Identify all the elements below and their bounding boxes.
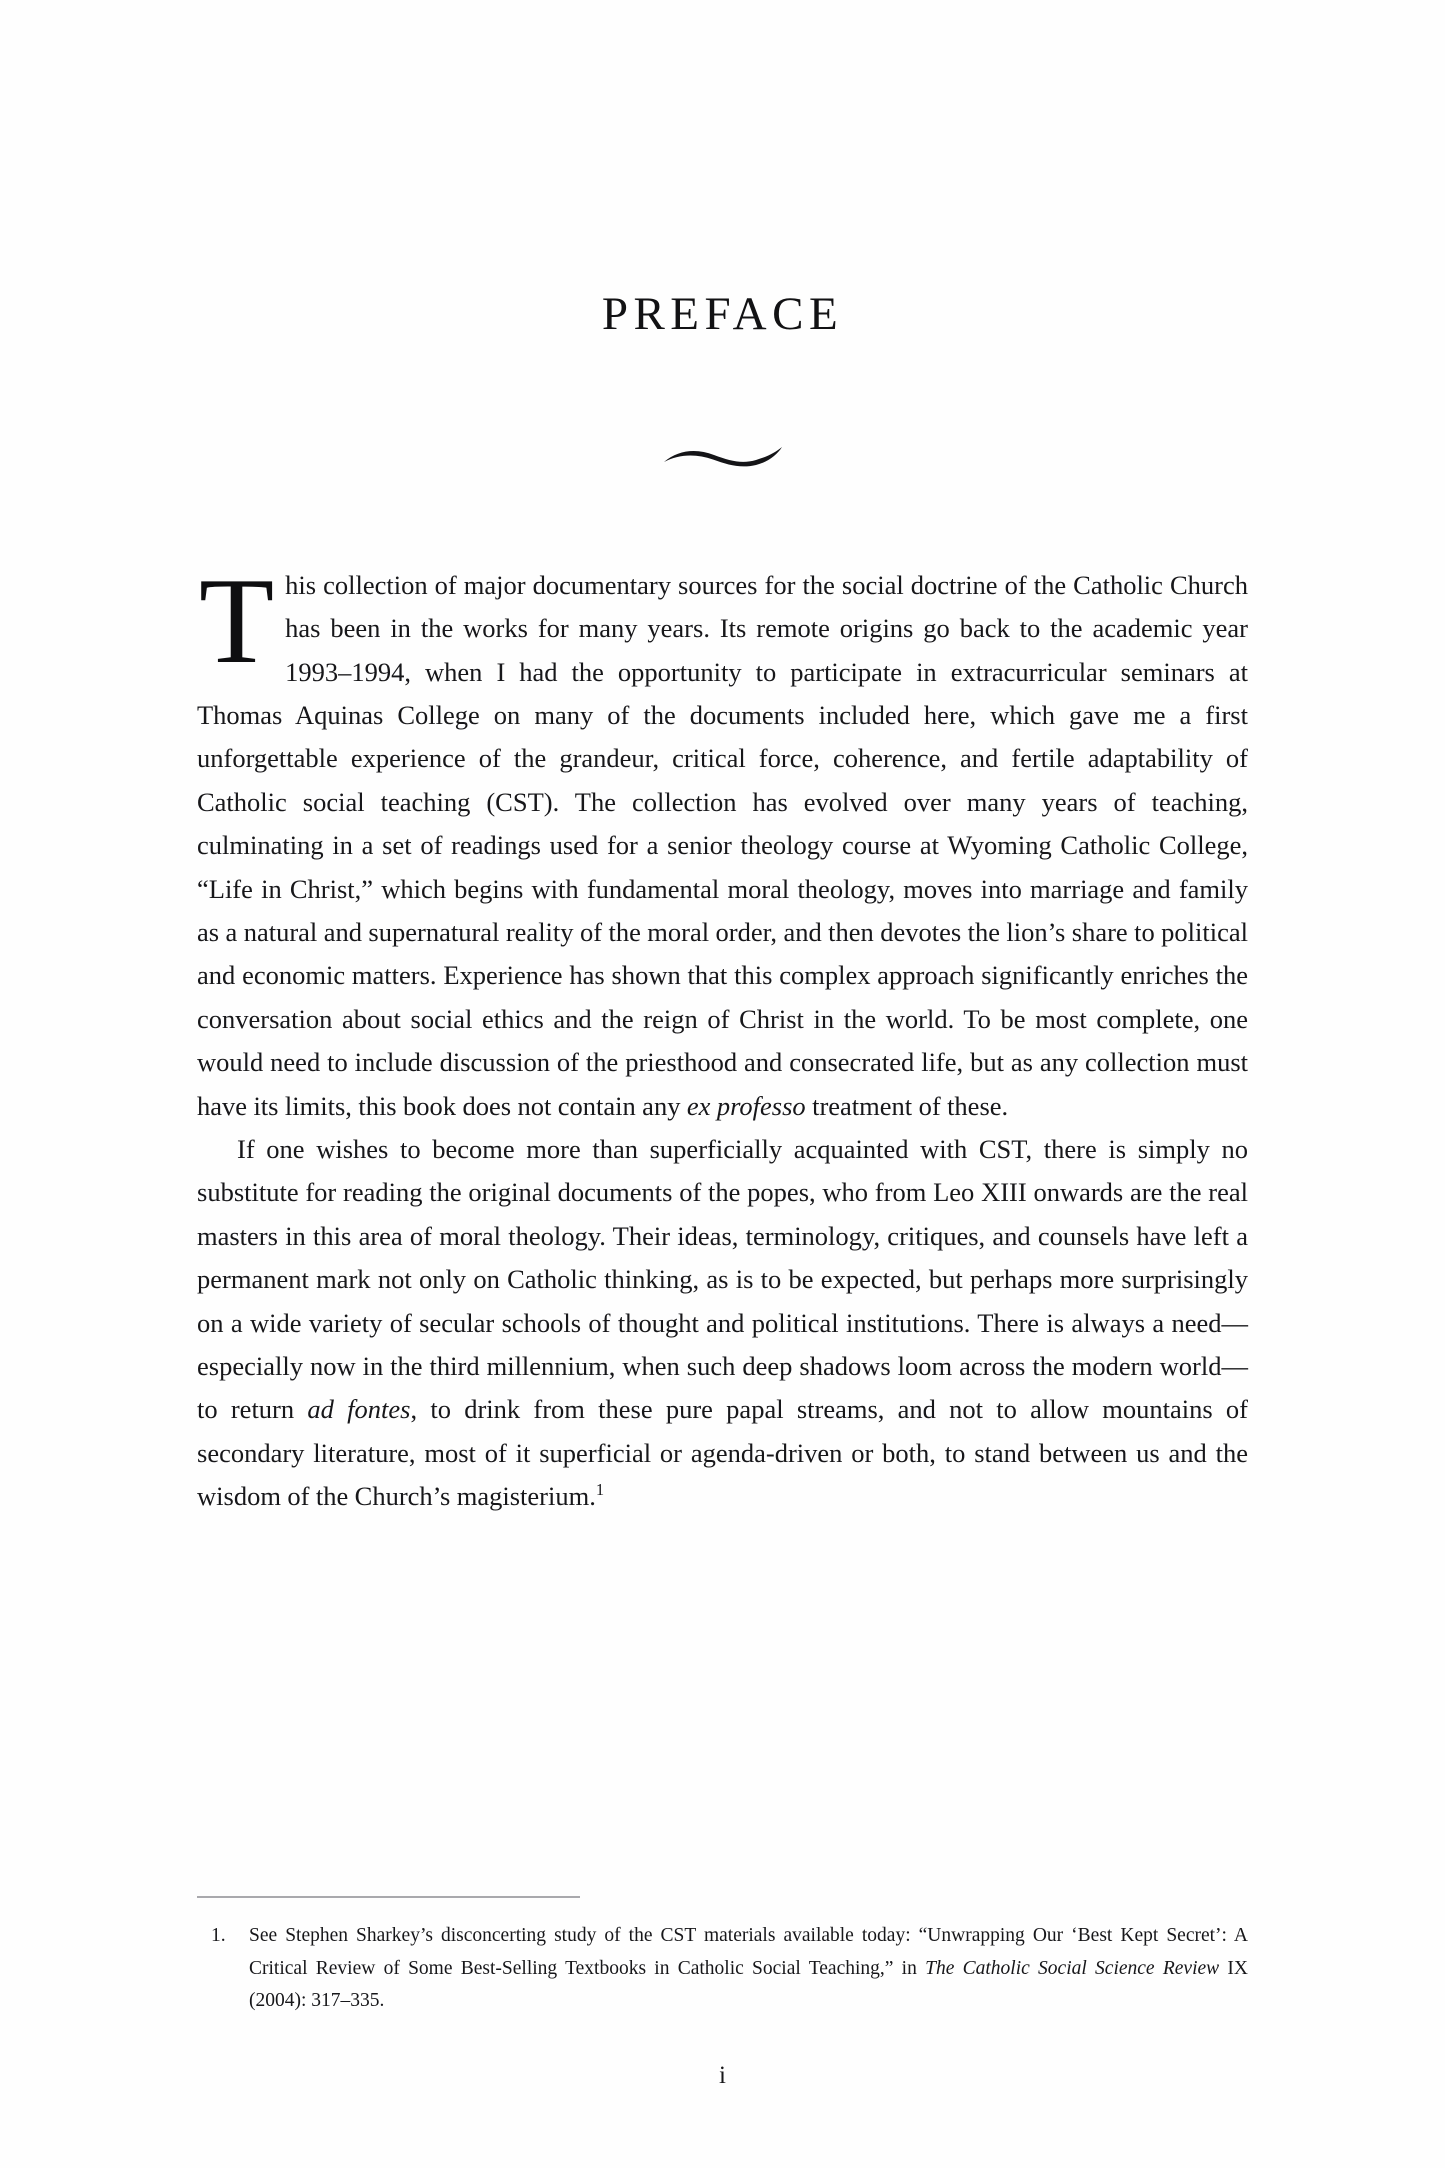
footnote-number: 1. [211,1925,226,1946]
footnote-reference-1[interactable]: 1 [595,1480,605,1500]
footnote-text [249,1920,1248,2018]
text-block [197,0,1248,1519]
page-title: PREFACE [601,288,844,340]
footnote-italic-journal-title: The Catholic Social Science Review [925,1957,1220,1979]
swash-flourish-ornament [197,438,1248,478]
paragraph-2 [197,1128,1248,1519]
paragraph-1-text-a: his collection of major documentary sources for the social doctrine of the Catholic Church has been in the works for many years. Its remote origins go back to the academic year 1993–1994, when I had the opportunity to participate in extracurricular seminars at Thomas Aquinas College on many of the documents included here, which gave me a first unforgettable experience of the grandeur, critical force, coherence, and fertile adaptability of Catholic social teaching (CST). The collection has evolved over many years of teaching, culminating in a set of readings used for a senior theology course at Wyoming Catholic College, “Life in Christ,” which begins with fundamental moral theology, moves into marriage and family as a natural and supernatural reality of the moral order, and then devotes the lion’s share to political and economic matters. Experience has shown that this complex approach significantly enriches the conversation about social ethics and the reign of Christ in the world. To be most complete, one would need to include discussion of the priesthood and consecrated life, but as any collection must have its limits, this book does not contain any [197,569,1248,1121]
drop-cap: T [199,551,275,689]
paragraph-1 [197,551,1248,1128]
footnote-text-b: IX (2004): 317–335. [249,1957,1248,2011]
footnote-separator-rule [197,1896,580,1898]
paragraph-1-italic-ex-professo: ex professo [686,1090,806,1121]
paragraph-2-italic-ad-fontes: ad fontes [307,1394,411,1425]
paragraph-1-text-b: treatment of these. [805,1090,1009,1121]
footnote-item [197,1920,1248,2018]
page-number: i [719,2062,726,2089]
footnote-text-a: See Stephen Sharkey’s disconcerting study of the CST materials available today: “Unwrapping Our ‘Best Kept Secret’: A Critical Review of Some Best-Selling Textbooks in Catholic Social Teaching,” in [249,1925,1248,1979]
paragraph-2-text-a: If one wishes to become more than superficially acquainted with CST, there is simply no substitute for reading the original documents of the popes, who from Leo XIII onwards are the real masters in this area of moral theology. Their ideas, terminology, critiques, and counsels have left a permanent mark not only on Catholic thinking, as is to be expected, but perhaps more surprisingly on a wide variety of secular schools of thought and political institutions. There is always a need—especially now in the third millennium, when such deep shadows loom across the modern world—to return [197,1133,1248,1425]
paragraph-2-text-b: , to drink from these pure papal streams, and not to allow mountains of secondary literature, most of it superficial or agenda-driven or both, to stand between us and the wisdom of the Church’s magisterium. [197,1394,1248,1512]
footnote-area [197,1896,1248,2018]
body-copy [197,551,1248,1519]
